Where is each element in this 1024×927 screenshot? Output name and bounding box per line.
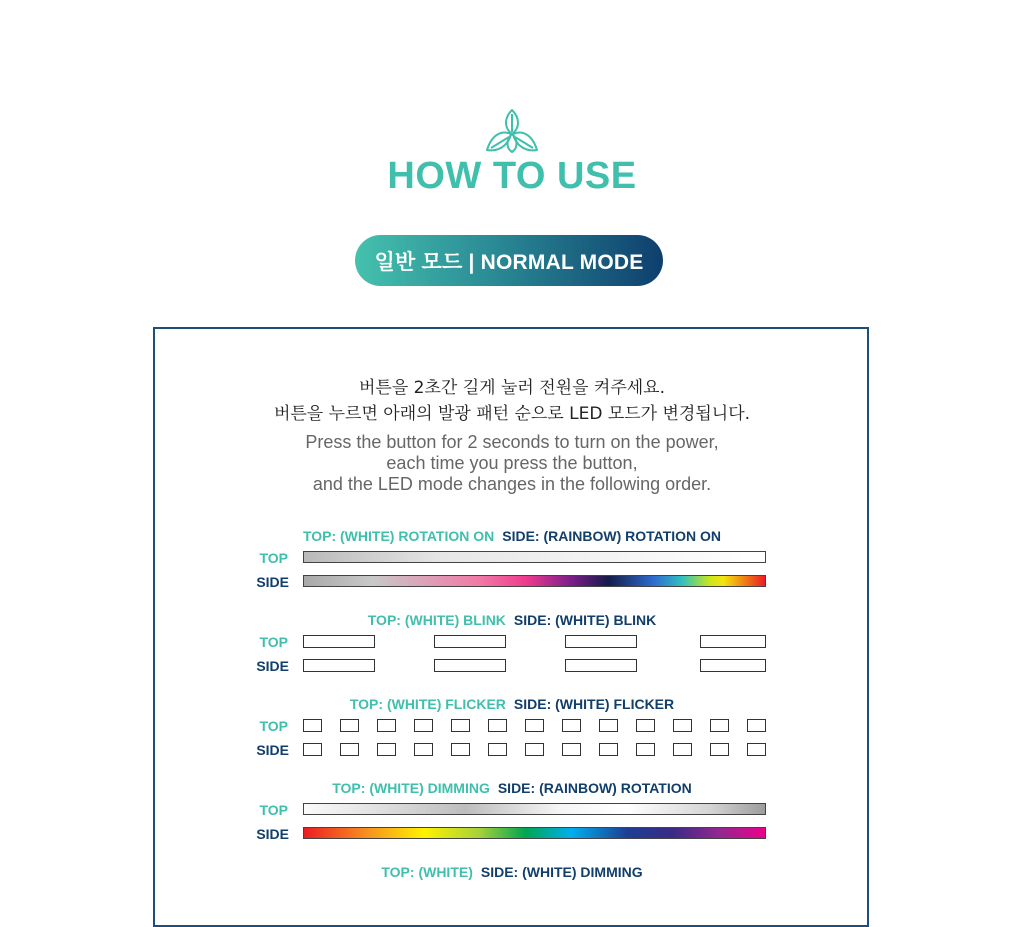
mode-4-side-label: SIDE — [256, 826, 289, 842]
mode-3-side-title: SIDE: (WHITE) FLICKER — [513, 696, 675, 712]
mode-2-side-label: SIDE — [256, 658, 289, 674]
flicker-segment — [340, 743, 359, 756]
mode-5-top-title: TOP: (WHITE) — [381, 864, 473, 880]
mode-4-title — [0, 780, 1024, 796]
mode-1-side-label: SIDE — [256, 574, 289, 590]
flicker-segment — [451, 719, 470, 732]
mode-3-top-label: TOP — [259, 718, 288, 734]
mode-1-title — [0, 528, 1024, 544]
mode-2-title — [0, 612, 1024, 628]
flicker-segment — [525, 743, 544, 756]
flicker-segment — [414, 743, 433, 756]
mode-1-top-bar — [303, 551, 766, 563]
blink-segment — [565, 659, 637, 672]
flicker-segment — [673, 743, 692, 756]
flicker-segment — [303, 719, 322, 732]
mode-5-side-title: SIDE: (WHITE) DIMMING — [480, 864, 643, 880]
mode-badge-label: 일반 모드 | NORMAL MODE — [374, 250, 644, 274]
english-instruction-line-1: Press the button for 2 seconds to turn on the power, — [305, 432, 719, 452]
mode-4-side-bar — [303, 827, 766, 839]
blink-segment — [565, 635, 637, 648]
flicker-segment — [377, 719, 396, 732]
korean-instruction-line-1: 버튼을 2초간 길게 눌러 전원을 켜주세요. — [359, 378, 665, 398]
mode-2-top-label: TOP — [259, 634, 288, 650]
flicker-segment — [747, 719, 766, 732]
flicker-segment — [747, 743, 766, 756]
flicker-segment — [488, 719, 507, 732]
mode-3-title — [0, 696, 1024, 712]
mode-4-top-bar — [303, 803, 766, 815]
mode-2-top-segments — [303, 635, 766, 648]
flicker-segment — [636, 719, 655, 732]
flicker-segment — [710, 743, 729, 756]
flicker-segment — [562, 743, 581, 756]
blink-segment — [700, 659, 766, 672]
flicker-segment — [710, 719, 729, 732]
english-instruction-line-2: each time you press the button, — [386, 453, 638, 473]
mode-1-side-bar — [303, 575, 766, 587]
flicker-segment — [303, 743, 322, 756]
flicker-segment — [525, 719, 544, 732]
blink-segment — [434, 659, 506, 672]
flicker-segment — [451, 743, 470, 756]
mode-3-top-title: TOP: (WHITE) FLICKER — [349, 696, 506, 712]
mode-2-side-segments — [303, 659, 766, 672]
blink-segment — [700, 635, 766, 648]
mode-2-top-title: TOP: (WHITE) BLINK — [367, 612, 506, 628]
mode-1-side-title: SIDE: (RAINBOW) ROTATION ON — [502, 528, 722, 544]
mode-4-top-title: TOP: (WHITE) DIMMING — [332, 780, 490, 796]
mode-badge — [355, 235, 663, 286]
mode-4-side-title: SIDE: (RAINBOW) ROTATION — [497, 780, 692, 796]
english-instruction-line-3: and the LED mode changes in the following order. — [312, 474, 712, 494]
mode-2-side-title: SIDE: (WHITE) BLINK — [513, 612, 657, 628]
flicker-segment — [377, 743, 396, 756]
flicker-segment — [340, 719, 359, 732]
page-title: HOW TO USE — [387, 155, 637, 197]
blink-segment — [303, 659, 375, 672]
leaf-cluster-icon — [484, 108, 540, 156]
mode-1-top-label: TOP — [259, 550, 288, 566]
flicker-segment — [599, 743, 618, 756]
blink-segment — [303, 635, 375, 648]
flicker-segment — [414, 719, 433, 732]
flicker-segment — [599, 719, 618, 732]
korean-instruction-line-2: 버튼을 누르면 아래의 발광 패턴 순으로 LED 모드가 변경됩니다. — [273, 404, 751, 424]
blink-segment — [434, 635, 506, 648]
mode-1-top-title: TOP: (WHITE) ROTATION ON — [302, 528, 495, 544]
mode-3-side-label: SIDE — [256, 742, 289, 758]
flicker-segment — [673, 719, 692, 732]
flicker-segment — [488, 743, 507, 756]
mode-4-top-label: TOP — [259, 802, 288, 818]
mode-3-side-segments — [303, 743, 766, 756]
flicker-segment — [636, 743, 655, 756]
mode-3-top-segments — [303, 719, 766, 732]
flicker-segment — [562, 719, 581, 732]
